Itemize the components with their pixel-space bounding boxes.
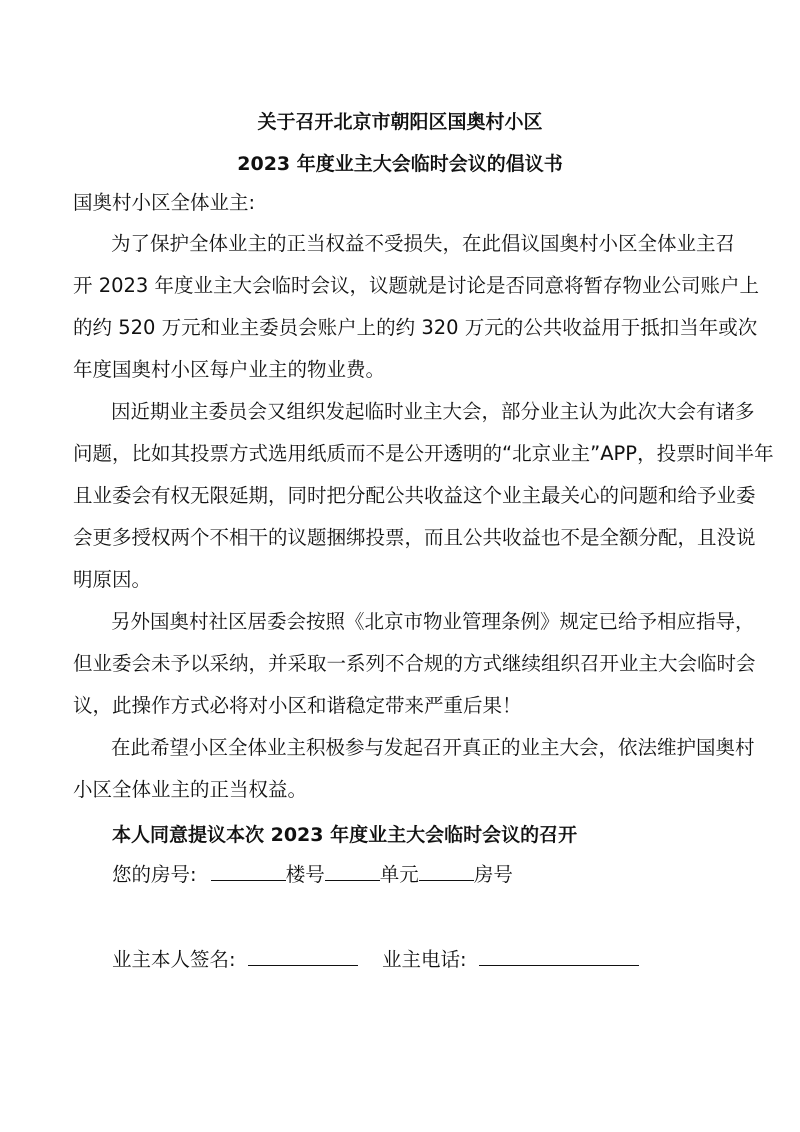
building-number-field[interactable] xyxy=(211,860,286,881)
building-suffix: 楼号 xyxy=(285,863,325,886)
paragraph-line: 且业委会有权无限延期，同时把分配公共收益这个业主最关心的问题和给予业委 xyxy=(73,484,756,507)
signature-row xyxy=(112,945,639,973)
salutation: 国奥村小区全体业主: xyxy=(73,191,256,214)
paragraph-line: 开 2023 年度业主大会临时会议，议题就是讨论是否同意将暂存物业公司账户上 xyxy=(73,274,760,297)
paragraph-line: 会更多授权两个不相干的议题捆绑投票，而且公共收益也不是全额分配，且没说 xyxy=(73,526,756,549)
document-title-line2: 2023 年度业主大会临时会议的倡议书 xyxy=(237,153,563,175)
paragraph-line: 的约 520 万元和业主委员会账户上的约 320 万元的公共收益用于抵扣当年或次 xyxy=(73,316,758,339)
paragraph-line: 在此希望小区全体业主积极参与发起召开真正的业主大会，依法维护国奥村 xyxy=(111,736,755,759)
room-label: 您的房号: xyxy=(112,863,197,886)
unit-suffix: 单元 xyxy=(379,863,419,886)
phone-label: 业主电话: xyxy=(381,948,467,971)
paragraph-line: 问题，比如其投票方式选用纸质而不是公开透明的“北京业主”APP，投票时间半年 xyxy=(73,442,774,465)
unit-number-field[interactable] xyxy=(325,860,380,881)
room-number-field[interactable] xyxy=(419,860,474,881)
paragraph-line: 小区全体业主的正当权益。 xyxy=(73,778,308,801)
room-suffix: 房号 xyxy=(473,863,513,886)
phone-field[interactable] xyxy=(479,945,639,966)
paragraph-line: 因近期业主委员会又组织发起临时业主大会，部分业主认为此次大会有诸多 xyxy=(111,400,755,423)
signature-label: 业主本人签名: xyxy=(112,948,236,971)
agree-statement: 本人同意提议本次 2023 年度业主大会临时会议的召开 xyxy=(112,824,578,846)
paragraph-line: 为了保护全体业主的正当权益不受损失，在此倡议国奥村小区全体业主召 xyxy=(111,232,736,255)
paragraph-line: 另外国奥村社区居委会按照《北京市物业管理条例》规定已给予相应指导， xyxy=(111,610,755,633)
paragraph-line: 但业委会未予以采纳，并采取一系列不合规的方式继续组织召开业主大会临时会 xyxy=(73,652,756,675)
document-title-line1: 关于召开北京市朝阳区国奥村小区 xyxy=(257,111,543,133)
paragraph-line: 明原因。 xyxy=(73,568,152,591)
room-number-row xyxy=(112,860,513,888)
signature-field[interactable] xyxy=(248,945,358,966)
paragraph-line: 议，此操作方式必将对小区和谐稳定带来严重后果！ xyxy=(73,694,522,717)
paragraph-line: 年度国奥村小区每户业主的物业费。 xyxy=(73,358,386,381)
